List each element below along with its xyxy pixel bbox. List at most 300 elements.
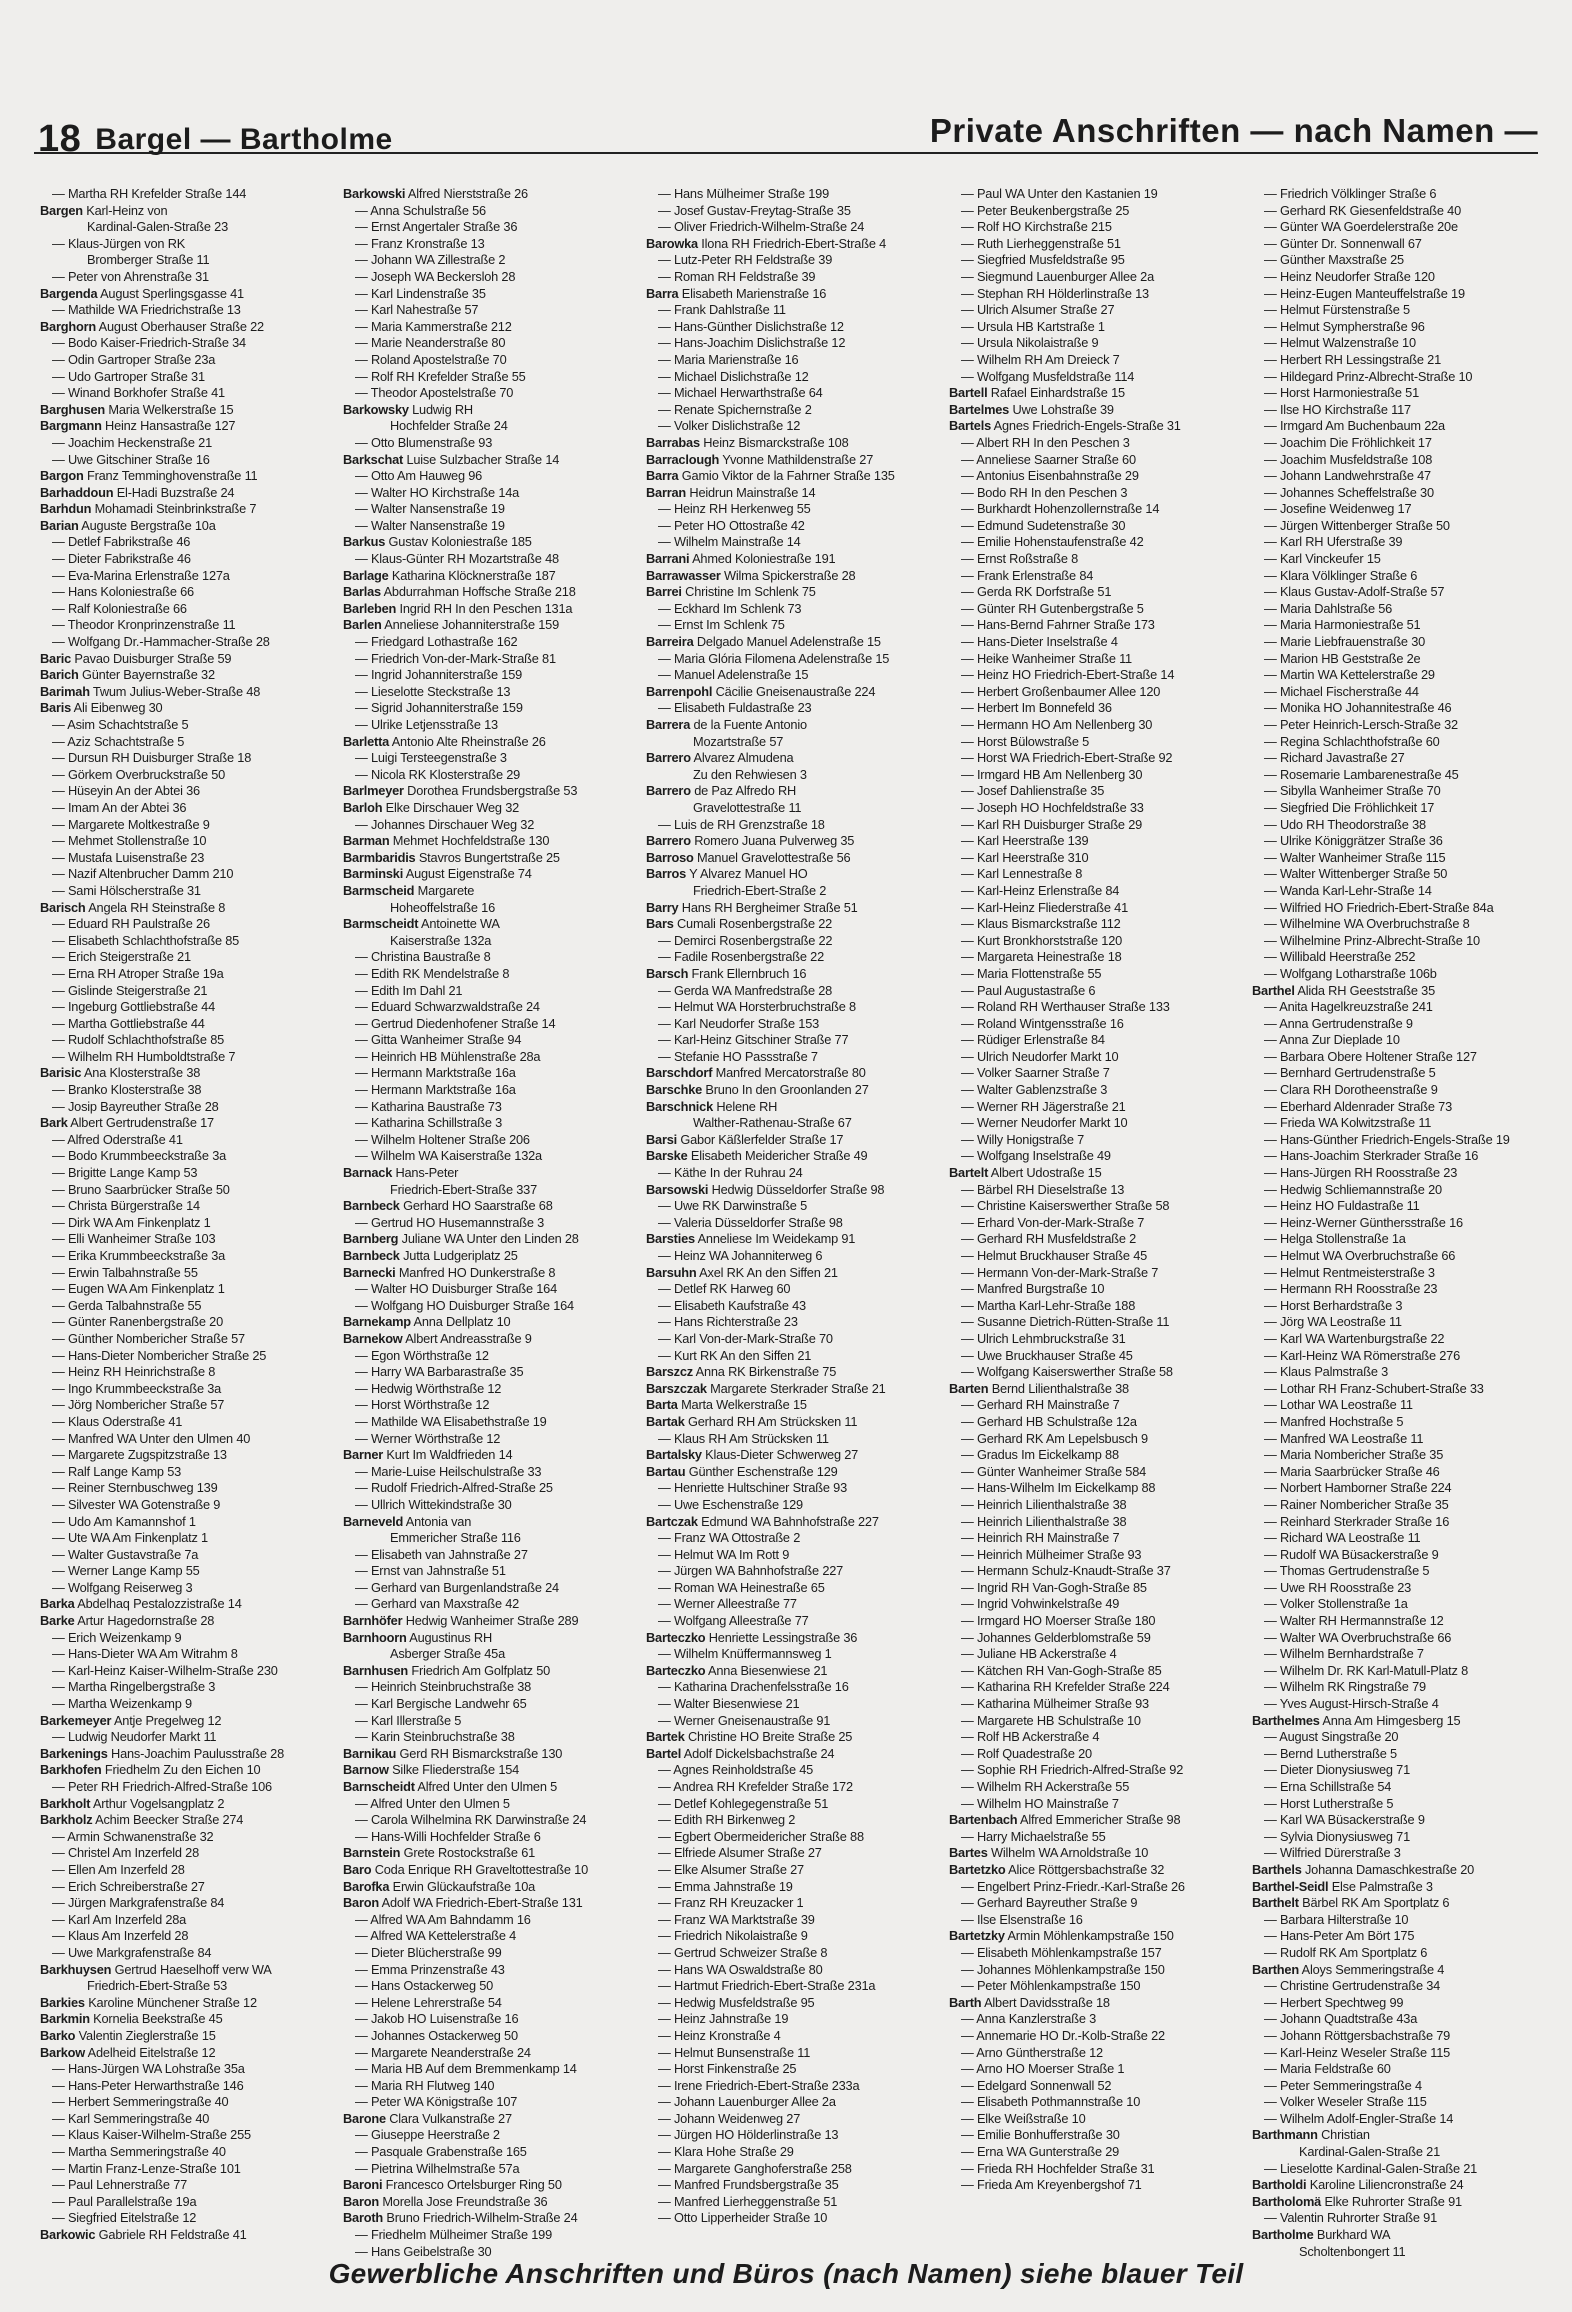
directory-entry: Friedrich-Ebert-Straße 2 — [693, 882, 827, 898]
directory-entry: Barnbeck Jutta Ludgeriplatz 25 — [343, 1248, 518, 1263]
directory-entry: — Anita Hagelkreuzstraße 241 — [1264, 999, 1433, 1015]
directory-entry: — Anna Schulstraße 56 — [355, 202, 486, 218]
directory-entry: — Clara RH Dorotheenstraße 9 — [1264, 1082, 1438, 1098]
directory-entry: Hoheoffelstraße 16 — [390, 899, 496, 915]
directory-entry: — Anna Kanzlerstraße 3 — [961, 2011, 1097, 2027]
directory-entry: — Volker Dislichstraße 12 — [658, 418, 801, 434]
directory-entry: Barszczak Margarete Sterkrader Straße 21 — [646, 1380, 886, 1396]
directory-entry: — Hans-Peter Herwarthstraße 146 — [52, 2077, 244, 2093]
directory-entry: — Herbert Semmeringstraße 40 — [52, 2094, 229, 2110]
directory-entry: Barteczko Anna Biesenwiese 21 — [646, 1662, 828, 1678]
directory-entry: Barlmeyer Dorothea Frundsbergstraße 53 — [343, 783, 578, 799]
directory-entry: Bromberger Straße 11 — [87, 252, 210, 268]
directory-entry: — Hans-Dieter Nombericher Straße 25 — [52, 1347, 267, 1363]
directory-entry: — Erna WA Gunterstraße 29 — [961, 2144, 1120, 2160]
directory-entry: — Harry WA Barbarastraße 35 — [355, 1364, 524, 1380]
directory-entry: Barschdorf Manfred Mercatorstraße 80 — [646, 1065, 866, 1081]
directory-entry: — Günter Wanheimer Straße 584 — [961, 1463, 1147, 1479]
directory-entry: — Margarete Zugspitzstraße 13 — [52, 1447, 227, 1463]
directory-entry: Barnhoorn Augustinus RH — [343, 1629, 493, 1645]
directory-entry: — Klaus RH Am Strücksken 11 — [658, 1430, 829, 1446]
directory-entry: Barreira Delgado Manuel Adelenstraße 15 — [646, 634, 881, 650]
directory-entry: — Ullrich Wittekindstraße 30 — [355, 1496, 512, 1512]
directory-entry: — Albert RH In den Peschen 3 — [961, 434, 1130, 450]
directory-entry: — Eva-Marina Erlenstraße 127a — [52, 567, 230, 583]
directory-entry: — Walter Biesenwiese 21 — [658, 1696, 800, 1712]
directory-entry: — Hartmut Friedrich-Ebert-Straße 231a — [658, 1978, 876, 1994]
directory-entry: — Barbara Obere Holtener Straße 127 — [1264, 1048, 1477, 1064]
directory-entry: — Ingo Krummbeeckstraße 3a — [52, 1380, 222, 1396]
directory-entry: — Walter HO Duisburger Straße 164 — [355, 1281, 558, 1297]
directory-entry: — Maria Nombericher Straße 35 — [1264, 1447, 1444, 1463]
directory-entry: — Helmut WA Horsterbruchstraße 8 — [658, 999, 856, 1015]
directory-entry: — Peter RH Friedrich-Alfred-Straße 106 — [52, 1779, 272, 1794]
directory-entry: — Ilse HO Kirchstraße 117 — [1264, 401, 1411, 417]
directory-entry: Barman Mehmet Hochfeldstraße 130 — [343, 833, 550, 849]
directory-entry: — Gerhard RK Am Lepelsbusch 9 — [961, 1430, 1148, 1446]
directory-entry: Barteczko Henriette Lessingstraße 36 — [646, 1629, 858, 1645]
directory-entry: — Christine Kaiserswerther Straße 58 — [961, 1198, 1170, 1214]
directory-entry: — Karl Von-der-Mark-Straße 70 — [658, 1330, 833, 1346]
directory-entry: — Harry Michaelstraße 55 — [961, 1828, 1106, 1844]
directory-entry: — Johannes Möhlenkampstraße 150 — [961, 1961, 1165, 1977]
directory-entry: — Helmut WA Overbruchstraße 66 — [1264, 1248, 1456, 1263]
directory-entry: — Siegfried Eitelstraße 12 — [52, 2210, 197, 2226]
directory-entry: — Helmut WA Im Rott 9 — [658, 1546, 790, 1562]
column-3 — [646, 186, 946, 2226]
directory-entry: — Katharina Mülheimer Straße 93 — [961, 1696, 1149, 1712]
directory-entry: Barmscheid Margarete — [343, 882, 475, 898]
directory-entry: Barisch Angela RH Steinstraße 8 — [40, 899, 226, 915]
directory-entry: — Joachim Die Fröhlichkeit 17 — [1264, 434, 1432, 450]
directory-entry: — Arno Güntherstraße 12 — [961, 2044, 1103, 2060]
directory-entry: — Karl Bergische Landwehr 65 — [355, 1696, 527, 1712]
directory-entry: — Siegfried Musfeldstraße 95 — [961, 252, 1125, 268]
directory-entry: — Josef Gustav-Freytag-Straße 35 — [658, 202, 851, 218]
directory-entry: — Reinhard Sterkrader Straße 16 — [1264, 1513, 1450, 1529]
directory-entry: — Bernhard Gertrudenstraße 5 — [1264, 1065, 1436, 1081]
directory-entry: — Eckhard Im Schlenk 73 — [658, 600, 802, 616]
directory-entry: — Karl-Heinz Kaiser-Wilhelm-Straße 230 — [52, 1662, 278, 1678]
directory-entry: — Erich Schreiberstraße 27 — [52, 1878, 205, 1894]
directory-entry: — Hedwig Wörthstraße 12 — [355, 1380, 502, 1396]
directory-entry: — Imam An der Abtei 36 — [52, 799, 187, 815]
directory-entry: Barofka Erwin Glückaufstraße 10a — [343, 1878, 536, 1894]
directory-entry: Barnscheidt Alfred Unter den Ulmen 5 — [343, 1779, 558, 1794]
directory-entry: — Sigrid Johanniterstraße 159 — [355, 700, 523, 716]
directory-entry: — Franz Kronstraße 13 — [355, 235, 485, 251]
directory-entry: — Mustafa Luisenstraße 23 — [52, 849, 205, 865]
directory-entry: — Irene Friedrich-Ebert-Straße 233a — [658, 2077, 860, 2093]
directory-entry: Bartetzko Alice Röttgersbachstraße 32 — [949, 1861, 1165, 1877]
directory-entry: — Wolfgang Kaiserswerther Straße 58 — [961, 1364, 1173, 1380]
directory-entry: — Rudolf Friedrich-Alfred-Straße 25 — [355, 1480, 553, 1496]
directory-entry: Barnstein Grete Rostockstraße 61 — [343, 1845, 536, 1861]
directory-entry: — Burkhardt Hohenzollernstraße 14 — [961, 501, 1160, 517]
directory-entry: — Klaus Palmstraße 3 — [1264, 1364, 1389, 1380]
directory-entry: — Wilhelm Bernhardstraße 7 — [1264, 1646, 1424, 1662]
directory-entry: — Lieselotte Steckstraße 13 — [355, 683, 511, 699]
directory-entry: Barth Albert Davidsstraße 18 — [949, 1994, 1110, 2010]
directory-entry: Friedrich-Ebert-Straße 337 — [390, 1181, 537, 1197]
directory-entry: — Peter WA Königstraße 107 — [355, 2094, 518, 2110]
directory-entry: Bargmann Heinz Hansastraße 127 — [40, 418, 236, 434]
directory-entry: Barka Abdelhaq Pestalozzistraße 14 — [40, 1596, 242, 1612]
directory-entry: — Armin Schwanenstraße 32 — [52, 1828, 214, 1844]
directory-entry: — Udo Am Kamannshof 1 — [52, 1513, 196, 1529]
directory-entry: — Christa Bürgerstraße 14 — [52, 1198, 200, 1214]
column-1 — [40, 186, 340, 2243]
directory-entry: Barra Elisabeth Marienstraße 16 — [646, 285, 827, 301]
directory-entry: Barroso Manuel Gravelottestraße 56 — [646, 849, 851, 865]
directory-entry: Barkholt Arthur Vogelsangplatz 2 — [40, 1795, 225, 1811]
directory-entry: Barthelt Bärbel RK Am Sportplatz 6 — [1252, 1895, 1450, 1911]
directory-entry: — Peter Möhlenkampstraße 150 — [961, 1978, 1141, 1994]
directory-entry: — Gertrud Diedenhofener Straße 14 — [355, 1015, 556, 1031]
directory-entry: — Ingrid Johanniterstraße 159 — [355, 667, 523, 683]
directory-entry: — Wilhelmine WA Overbruchstraße 8 — [1264, 916, 1470, 932]
directory-entry: — Alfred Unter den Ulmen 5 — [355, 1795, 510, 1811]
directory-entry: — Horst Finkenstraße 25 — [658, 2061, 797, 2077]
directory-entry: Bartelt Albert Udostraße 15 — [949, 1165, 1102, 1181]
directory-entry: — Rainer Nombericher Straße 35 — [1264, 1496, 1449, 1512]
directory-entry: — Rüdiger Erlenstraße 84 — [961, 1032, 1105, 1048]
directory-entry: — Karl-Heinz Gitschiner Straße 77 — [658, 1032, 849, 1048]
directory-entry: — Walter RH Hermannstraße 12 — [1264, 1613, 1444, 1629]
directory-entry: — Gerda RK Dorfstraße 51 — [961, 584, 1112, 600]
directory-entry: — Werner Alleestraße 77 — [658, 1596, 797, 1612]
directory-entry: — Agnes Reinholdstraße 45 — [658, 1762, 814, 1778]
directory-entry: — Frank Erlenstraße 84 — [961, 567, 1094, 583]
directory-entry: Barkies Karoline Münchener Straße 12 — [40, 1994, 257, 2010]
directory-entry: — Josef Dahlienstraße 35 — [961, 783, 1105, 799]
directory-entry: — Heike Wanheimer Straße 11 — [961, 650, 1132, 666]
column-2 — [343, 186, 643, 2259]
directory-entry: — Martha Semmeringstraße 40 — [52, 2144, 226, 2160]
directory-entry: — Yves August-Hirsch-Straße 4 — [1264, 1696, 1439, 1712]
directory-entry: — Rolf HB Ackerstraße 4 — [961, 1729, 1100, 1745]
directory-entry: Barletta Antonio Alte Rheinstraße 26 — [343, 733, 546, 749]
directory-entry: — Manfred Frundsbergstraße 35 — [658, 2177, 839, 2193]
directory-entry: Barloh Elke Dirschauer Weg 32 — [343, 799, 520, 815]
directory-entry: — Günther Maxstraße 25 — [1264, 252, 1404, 268]
directory-entry: — Martha RH Krefelder Straße 144 — [52, 186, 247, 201]
directory-entry: — Bodo Kaiser-Friedrich-Straße 34 — [52, 335, 246, 351]
directory-entry: — Irmgard HO Moerser Straße 180 — [961, 1613, 1156, 1629]
directory-entry: — Dirk WA Am Finkenplatz 1 — [52, 1214, 211, 1230]
directory-entry: — Jürgen HO Hölderlinstraße 13 — [658, 2127, 839, 2143]
directory-entry: — Elli Wanheimer Straße 103 — [52, 1231, 216, 1247]
directory-entry: Bartak Gerhard RH Am Strücksken 11 — [646, 1413, 858, 1429]
column-5 — [1252, 186, 1552, 2259]
directory-entry: Barnecki Manfred HO Dunkerstraße 8 — [343, 1264, 556, 1280]
directory-entry: Bartau Günther Eschenstraße 129 — [646, 1463, 838, 1479]
directory-entry: — Volker Stollenstraße 1a — [1264, 1596, 1408, 1612]
directory-entry: — Frieda WA Kolwitzstraße 11 — [1264, 1115, 1432, 1131]
directory-entry: — Martha Karl-Lehr-Straße 188 — [961, 1297, 1136, 1313]
directory-entry: — Johannes Dirschauer Weg 32 — [355, 816, 535, 832]
directory-entry: Barrani Ahmed Koloniestraße 191 — [646, 551, 836, 567]
directory-entry: — Hermann Von-der-Mark-Straße 7 — [961, 1264, 1159, 1280]
directory-entry: — Monika HO Johannitestraße 46 — [1264, 700, 1452, 716]
directory-entry: Barnekamp Anna Dellplatz 10 — [343, 1314, 511, 1330]
directory-entry: Barra Gamio Viktor de la Fahrner Straße 135 — [646, 468, 895, 484]
directory-entry: Barkemeyer Antje Pregelweg 12 — [40, 1712, 222, 1728]
directory-entry: — Heinz RH Herkenweg 55 — [658, 501, 811, 517]
directory-entry: — Hans Mülheimer Straße 199 — [658, 186, 829, 201]
directory-entry: — Lieselotte Kardinal-Galen-Straße 21 — [1264, 2160, 1478, 2176]
directory-entry: Gravelottestraße 11 — [693, 799, 802, 815]
directory-entry: — Volker Saarner Straße 7 — [961, 1065, 1110, 1081]
directory-entry: — Marion HB Geststraße 2e — [1264, 650, 1421, 666]
directory-entry: — Helga Stollenstraße 1a — [1264, 1231, 1406, 1247]
directory-entry: — Wanda Karl-Lehr-Straße 14 — [1264, 882, 1432, 898]
directory-entry: Baro Coda Enrique RH Graveltottestraße 10 — [343, 1861, 589, 1877]
directory-entry: — Giuseppe Heerstraße 2 — [355, 2127, 500, 2143]
directory-entry: Barsi Gabor Käßlerfelder Straße 17 — [646, 1131, 844, 1147]
directory-entry: — Christel Am Inzerfeld 28 — [52, 1845, 200, 1861]
directory-entry: — Kurt Bronkhorststraße 120 — [961, 932, 1123, 948]
directory-entry: Barminski August Eigenstraße 74 — [343, 866, 532, 882]
directory-entry: Barian Auguste Bergstraße 10a — [40, 517, 216, 533]
directory-entry: — Wilhelm WA Kaiserstraße 132a — [355, 1148, 542, 1164]
directory-entry: — Detlef Kohlegegenstraße 51 — [658, 1795, 829, 1811]
directory-entry: Barsuhn Axel RK An den Siffen 21 — [646, 1264, 838, 1280]
directory-entry: — Wilhelm Dr. RK Karl-Matull-Platz 8 — [1264, 1662, 1468, 1678]
directory-entry: — Valeria Düsseldorfer Straße 98 — [658, 1214, 843, 1230]
directory-entry: — Luis de RH Grenzstraße 18 — [658, 816, 825, 832]
directory-entry: — Eugen WA Am Finkenplatz 1 — [52, 1281, 225, 1297]
directory-entry: — Erna RH Atroper Straße 19a — [52, 965, 224, 981]
directory-entry: — Hans Ostackerweg 50 — [355, 1978, 494, 1994]
directory-entry: — Wolfgang Reiserweg 3 — [52, 1579, 193, 1595]
directory-entry: — Heinrich Steinbruchstraße 38 — [355, 1679, 532, 1695]
directory-entry: — Brigitte Lange Kamp 53 — [52, 1165, 198, 1181]
directory-entry: — Johann Lauenburger Allee 2a — [658, 2094, 836, 2110]
directory-entry: — Günter RH Gutenbergstraße 5 — [961, 600, 1144, 616]
directory-entry: — Pasquale Grabenstraße 165 — [355, 2144, 527, 2160]
directory-columns — [40, 186, 1540, 2259]
directory-entry: Barthel Alida RH Geeststraße 35 — [1252, 982, 1435, 998]
directory-entry: Barnberg Juliane WA Unter den Linden 28 — [343, 1231, 579, 1247]
directory-entry: — Irmgard HB Am Nellenberg 30 — [961, 766, 1143, 782]
directory-entry: — Josip Bayreuther Straße 28 — [52, 1098, 219, 1114]
directory-entry: — Franz WA Ottostraße 2 — [658, 1530, 801, 1546]
directory-entry: — Peter von Ahrenstraße 31 — [52, 268, 209, 284]
directory-entry: — Walter Wanheimer Straße 115 — [1264, 849, 1446, 865]
directory-entry: — Luigi Tersteegenstraße 3 — [355, 750, 507, 766]
directory-entry: Kardinal-Galen-Straße 23 — [87, 219, 229, 235]
directory-entry: — Joseph HO Hochfeldstraße 33 — [961, 799, 1144, 815]
directory-entry: Barkschat Luise Sulzbacher Straße 14 — [343, 451, 560, 467]
directory-entry: — Roland Wintgensstraße 16 — [961, 1015, 1124, 1031]
directory-entry: Barone Clara Vulkanstraße 27 — [343, 2110, 512, 2126]
directory-entry: — Hans-Peter Am Bört 175 — [1264, 1928, 1415, 1944]
directory-entry: — Gerhard RH Mainstraße 7 — [961, 1397, 1120, 1413]
directory-entry: — Horst Wörthstraße 12 — [355, 1397, 490, 1413]
directory-entry: — Anneliese Saarner Straße 60 — [961, 451, 1136, 467]
directory-entry: — Uwe RK Darwinstraße 5 — [658, 1198, 808, 1214]
directory-entry: Barsowski Hedwig Düsseldorfer Straße 98 — [646, 1181, 885, 1197]
directory-entry: Bartes Wilhelm WA Arnoldstraße 10 — [949, 1845, 1149, 1861]
directory-entry: — Heinrich Mülheimer Straße 93 — [961, 1546, 1142, 1562]
directory-entry: — Werner Lange Kamp 55 — [52, 1563, 200, 1579]
directory-entry: Barnekow Albert Andreasstraße 9 — [343, 1330, 532, 1346]
directory-entry: — Peter Beukenbergstraße 25 — [961, 202, 1130, 218]
directory-entry: — Annemarie HO Dr.-Kolb-Straße 22 — [961, 2027, 1165, 2043]
directory-entry: — Udo RH Theodorstraße 38 — [1264, 816, 1426, 832]
directory-entry: Barthelmes Anna Am Himgesberg 15 — [1252, 1712, 1461, 1728]
directory-entry: Barrawasser Wilma Spickerstraße 28 — [646, 567, 856, 583]
directory-entry: — Alfred Oderstraße 41 — [52, 1131, 183, 1147]
directory-entry: — Wilhelm RH Am Dreieck 7 — [961, 351, 1120, 367]
directory-entry: — Ilse Elsenstraße 16 — [961, 1911, 1083, 1927]
directory-entry: — Elisabeth Schlachthofstraße 85 — [52, 932, 240, 948]
directory-entry: — Dieter Blücherstraße 99 — [355, 1944, 502, 1960]
directory-entry: — Oliver Friedrich-Wilhelm-Straße 24 — [658, 219, 865, 235]
directory-entry: — Wilhelm Adolf-Engler-Straße 14 — [1264, 2110, 1454, 2126]
directory-entry: — Heinrich Lilienthalstraße 38 — [961, 1496, 1127, 1512]
directory-entry: — Rosemarie Lambarenestraße 45 — [1264, 766, 1459, 782]
directory-entry: Barsch Frank Ellernbruch 16 — [646, 965, 807, 981]
directory-entry: — Michael Dislichstraße 12 — [658, 368, 809, 384]
directory-entry: — Klaus Oderstraße 41 — [52, 1413, 183, 1429]
directory-entry: — Marie Liebfrauenstraße 30 — [1264, 634, 1426, 650]
directory-entry: Barich Günter Bayernstraße 32 — [40, 667, 215, 683]
directory-entry: Barnhusen Friedrich Am Golfplatz 50 — [343, 1662, 551, 1678]
directory-entry: — Henriette Hultschiner Straße 93 — [658, 1480, 847, 1496]
directory-entry: — Helmut Sympherstraße 96 — [1264, 318, 1425, 334]
directory-entry: Barkhuysen Gertrud Haeselhoff verw WA — [40, 1961, 272, 1977]
directory-entry: — Karl Heerstraße 139 — [961, 833, 1089, 849]
directory-entry: — Helene Lehrerstraße 54 — [355, 1994, 502, 2010]
directory-entry: — Heinz Neudorfer Straße 120 — [1264, 268, 1435, 284]
directory-entry: Hochfelder Straße 24 — [390, 418, 508, 434]
directory-entry: — Maria Harmoniestraße 51 — [1264, 617, 1421, 633]
directory-entry: — Johann Weidenweg 27 — [658, 2110, 801, 2126]
directory-entry: Barleben Ingrid RH In den Peschen 131a — [343, 600, 573, 616]
directory-entry: — Roland Apostelstraße 70 — [355, 351, 507, 367]
directory-entry: Barghusen Maria Welkerstraße 15 — [40, 401, 234, 417]
directory-entry: — Günter Dr. Sonnenwall 67 — [1264, 235, 1422, 251]
directory-entry: — Paul Parallelstraße 19a — [52, 2193, 197, 2209]
directory-entry: Bargon Franz Temminghovenstraße 11 — [40, 468, 258, 484]
directory-entry: — Ernst Im Schlenk 75 — [658, 617, 785, 633]
directory-entry: — Ulrich Alsumer Straße 27 — [961, 302, 1115, 318]
directory-entry: — Karl Vinckeufer 15 — [1264, 551, 1381, 567]
directory-entry: Barrenpohl Cäcilie Gneisenaustraße 224 — [646, 683, 876, 699]
directory-entry: — Gerhard RH Musfeldstraße 2 — [961, 1231, 1137, 1247]
directory-entry: — Wolfgang Dr.-Hammacher-Straße 28 — [52, 634, 270, 650]
directory-entry: — Valentin Ruhrorter Straße 91 — [1264, 2210, 1438, 2226]
directory-entry: — Manfred Lierheggenstraße 51 — [658, 2193, 838, 2209]
directory-entry: — Herbert Spechtweg 99 — [1264, 1994, 1404, 2010]
directory-entry: — Edith RK Mendelstraße 8 — [355, 965, 510, 981]
directory-entry: — Jürgen Wittenberger Straße 50 — [1264, 517, 1450, 533]
directory-entry: — Alfred WA Kettelerstraße 4 — [355, 1928, 517, 1944]
directory-entry: — Ralf Koloniestraße 66 — [52, 600, 187, 616]
directory-entry: Bartell Rafael Einhardstraße 15 — [949, 385, 1125, 401]
directory-entry: — Horst Harmoniestraße 51 — [1264, 385, 1420, 401]
directory-entry: Barisic Ana Klosterstraße 38 — [40, 1065, 201, 1081]
directory-entry: — Ingeburg Gottliebstraße 44 — [52, 999, 215, 1015]
directory-entry: — Rolf RH Krefelder Straße 55 — [355, 368, 526, 384]
directory-entry: — Ernst Angertaler Straße 36 — [355, 219, 518, 235]
directory-entry: — Wilfried HO Friedrich-Ebert-Straße 84a — [1264, 899, 1494, 915]
directory-entry: — Siegfried Die Fröhlichkeit 17 — [1264, 799, 1435, 815]
directory-entry: — Ulrike Letjensstraße 13 — [355, 717, 498, 732]
directory-entry: Barrero de Paz Alfredo RH — [646, 783, 797, 799]
directory-entry: — Wolfgang Musfeldstraße 114 — [961, 368, 1135, 384]
directory-entry: — Heinz HO Fuldastraße 11 — [1264, 1198, 1420, 1214]
directory-entry: — Bodo RH In den Peschen 3 — [961, 484, 1128, 500]
directory-entry: Barmscheidt Antoinette WA — [343, 916, 500, 932]
directory-entry: — Kätchen RH Van-Gogh-Straße 85 — [961, 1662, 1162, 1678]
directory-entry: — Maria HB Auf dem Bremmenkamp 14 — [355, 2061, 577, 2077]
directory-entry: — Hans-Jürgen RH Roosstraße 23 — [1264, 1165, 1458, 1181]
directory-entry: Barneveld Antonia van — [343, 1513, 472, 1529]
directory-entry: — Johann Landwehrstraße 47 — [1264, 468, 1431, 484]
directory-entry: Barry Hans RH Bergheimer Straße 51 — [646, 899, 858, 915]
directory-entry: — Carola Wilhelmina RK Darwinstraße 24 — [355, 1812, 587, 1828]
directory-entry: — Karl WA Büsackerstraße 9 — [1264, 1812, 1425, 1828]
directory-entry: — Dieter Fabrikstraße 46 — [52, 551, 191, 567]
directory-entry: — Arno HO Moerser Straße 1 — [961, 2061, 1125, 2077]
directory-entry: Scholtenbongert 11 — [1299, 2243, 1406, 2259]
directory-entry: — Rudolf WA Büsackerstraße 9 — [1264, 1546, 1439, 1562]
directory-entry: — Hans WA Oswaldstraße 80 — [658, 1961, 823, 1977]
directory-entry: — Anna Zur Dieplade 10 — [1264, 1032, 1400, 1048]
directory-entry: — Gerhard Bayreuther Straße 9 — [961, 1895, 1138, 1911]
directory-entry: — Karl Nahestraße 57 — [355, 302, 479, 318]
directory-entry: — Rolf Quadestraße 20 — [961, 1745, 1092, 1761]
directory-entry: — Karin Steinbruchstraße 38 — [355, 1729, 515, 1745]
directory-entry: — Edith RH Birkenweg 2 — [658, 1812, 796, 1828]
directory-entry: Bartholomä Elke Ruhrorter Straße 91 — [1252, 2193, 1462, 2209]
directory-entry: — Elisabeth Fuldastraße 23 — [658, 700, 812, 716]
directory-entry: — Klaus Kaiser-Wilhelm-Straße 255 — [52, 2127, 251, 2143]
directory-entry: — Wolfgang Lotharstraße 106b — [1264, 965, 1437, 981]
directory-entry: Baric Pavao Duisburger Straße 59 — [40, 650, 232, 666]
directory-entry: — Nicola RK Klosterstraße 29 — [355, 766, 521, 782]
directory-entry: Barten Bernd Lilienthalstraße 38 — [949, 1380, 1129, 1396]
directory-entry: — Helmut Bruckhauser Straße 45 — [961, 1248, 1148, 1263]
directory-entry: — Johann WA Zillestraße 2 — [355, 252, 506, 268]
directory-entry: — Heinrich RH Mainstraße 7 — [961, 1530, 1120, 1546]
directory-entry: — Sami Hölscherstraße 31 — [52, 882, 201, 898]
directory-entry: — Mathilde WA Elisabethstraße 19 — [355, 1413, 547, 1429]
directory-entry: — Helmut Walzenstraße 10 — [1264, 335, 1416, 351]
directory-entry: Barran Heidrun Mainstraße 14 — [646, 484, 816, 500]
directory-entry: — Ursula Nikolaistraße 9 — [961, 335, 1099, 351]
directory-entry: Walther-Rathenau-Straße 67 — [693, 1115, 852, 1131]
directory-entry: — Branko Klosterstraße 38 — [52, 1082, 202, 1098]
directory-entry: — Paul Augustastraße 6 — [961, 982, 1096, 998]
directory-entry: — Sophie RH Friedrich-Alfred-Straße 92 — [961, 1762, 1184, 1778]
directory-entry: — Martha Gottliebstraße 44 — [52, 1015, 205, 1031]
directory-entry: Barnow Silke Fliederstraße 154 — [343, 1762, 520, 1778]
directory-entry: — Engelbert Prinz-Friedr.-Karl-Straße 26 — [961, 1878, 1185, 1894]
directory-entry: — Klara Völklinger Straße 6 — [1264, 567, 1418, 583]
directory-entry: — Karl Heerstraße 310 — [961, 849, 1089, 865]
directory-entry: — Otto Am Hauweg 96 — [355, 468, 483, 484]
directory-entry: — Wilhelm Knüffermannsweg 1 — [658, 1646, 832, 1662]
directory-entry: Barthel-Seidl Else Palmstraße 3 — [1252, 1878, 1433, 1894]
directory-entry: — Klaus-Günter RH Mozartstraße 48 — [355, 551, 559, 567]
directory-entry: Barnikau Gerd RH Bismarckstraße 130 — [343, 1745, 563, 1761]
directory-entry: Barthels Johanna Damaschkestraße 20 — [1252, 1861, 1475, 1877]
directory-entry: Barkmin Kornelia Beekstraße 45 — [40, 2011, 223, 2027]
